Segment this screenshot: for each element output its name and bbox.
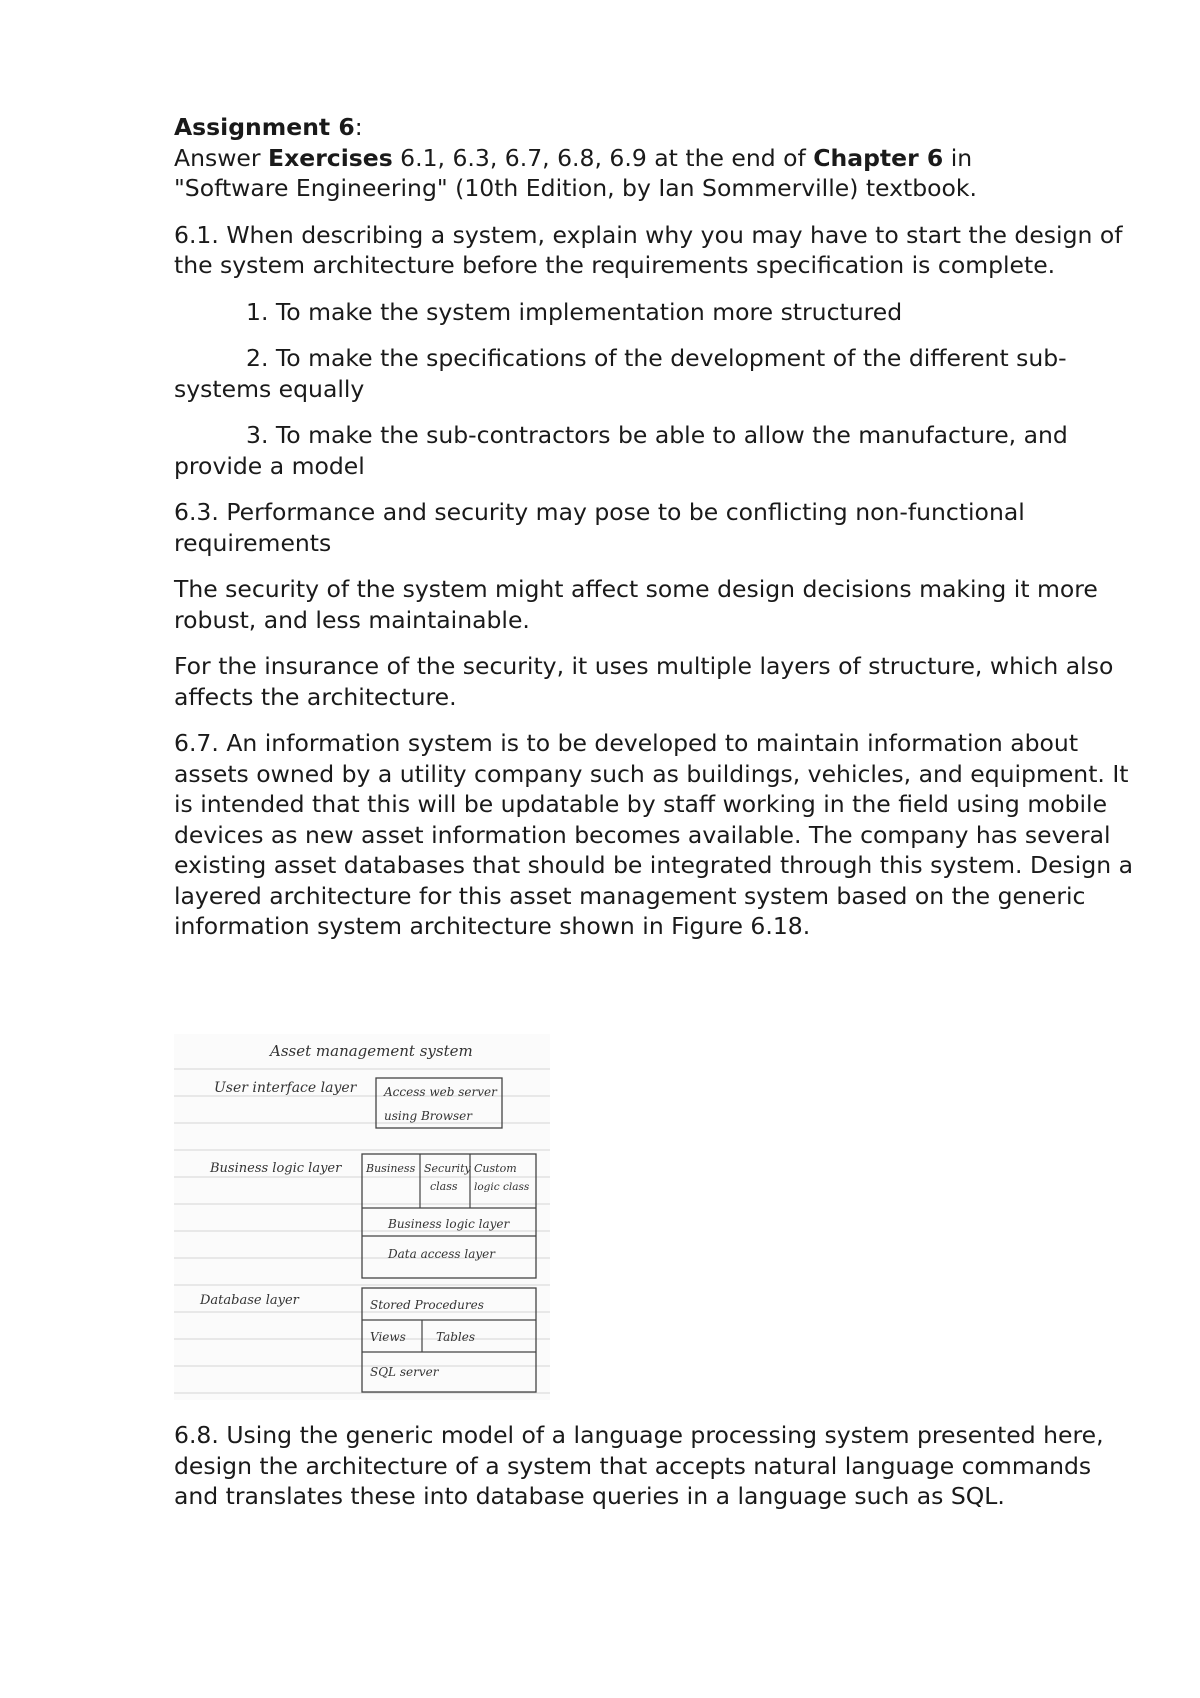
book-reference: "Software Engineering" (10th Edition, by Ian Sommerville) textbook. bbox=[174, 174, 977, 202]
question-6-1: 6.1. When describing a system, explain why you may have to start the design of the system architecture before the requirements specification is complete. bbox=[174, 220, 1123, 279]
database-cell-tables: Tables bbox=[436, 1330, 476, 1344]
database-layer-label: Database layer bbox=[200, 1293, 299, 1308]
business-cell-class: class bbox=[430, 1180, 458, 1193]
document-body-continued bbox=[174, 1420, 1134, 1512]
question-6-8: 6.8. Using the generic model of a language processing system presented here, design the architecture of a system that accepts natural language commands and translates these into database queries in a language such as SQL. bbox=[174, 1421, 1104, 1510]
answer-6-1-item-3: 3. To make the sub-contractors be able to allow the manufacture, and provide a model bbox=[174, 421, 1068, 480]
business-row-2: Business logic layer bbox=[388, 1217, 510, 1231]
answer-6-1-item-2: 2. To make the specifications of the development of the different sub-systems equally bbox=[174, 344, 1067, 403]
business-cell-security: Security bbox=[424, 1162, 471, 1175]
business-layer-label: Business logic layer bbox=[210, 1161, 342, 1176]
ui-box-line-1: Access web server bbox=[384, 1085, 497, 1099]
answer-6-3-para-2: For the insurance of the security, it uses multiple layers of structure, which also affects the architecture. bbox=[174, 652, 1114, 711]
assignment-instructions: Answer Exercises 6.1, 6.3, 6.7, 6.8, 6.9 at the end of Chapter 6 in bbox=[174, 143, 973, 172]
assignment-heading: Assignment 6: bbox=[174, 113, 363, 141]
document-body bbox=[174, 112, 1134, 942]
question-6-7: 6.7. An information system is to be developed to maintain information about assets owned by a utility company such as buildings, vehicles, and equipment. It is intended that this will be updatable by staff working in the field using mobile devices as new asset information becomes available. The company has several existing asset databases that should be integrated through this system. Design a layered architecture for this asset management system based on the generic information system architecture shown in Figure 6.18. bbox=[174, 729, 1134, 940]
figure-title: Asset management system bbox=[270, 1042, 473, 1060]
business-cell-business: Business bbox=[366, 1162, 416, 1175]
database-row-sql-server: SQL server bbox=[370, 1365, 439, 1379]
handwritten-architecture-figure bbox=[174, 1034, 550, 1400]
question-6-3: 6.3. Performance and security may pose to be conflicting non-functional requirements bbox=[174, 498, 1025, 557]
business-cell-custom: Custom bbox=[474, 1162, 517, 1175]
business-cell-logic-class: logic class bbox=[474, 1181, 530, 1193]
database-row-stored-procedures: Stored Procedures bbox=[370, 1298, 484, 1312]
ui-box-line-2: using Browser bbox=[384, 1109, 472, 1123]
business-row-3: Data access layer bbox=[388, 1247, 496, 1261]
figure-svg bbox=[174, 1034, 550, 1400]
answer-6-3-para-1: The security of the system might affect some design decisions making it more robust, and less maintainable. bbox=[174, 575, 1098, 634]
database-cell-views: Views bbox=[370, 1330, 406, 1344]
answer-6-1-item-1: 1. To make the system implementation more structured bbox=[246, 297, 903, 326]
ui-layer-label: User interface layer bbox=[214, 1080, 357, 1096]
